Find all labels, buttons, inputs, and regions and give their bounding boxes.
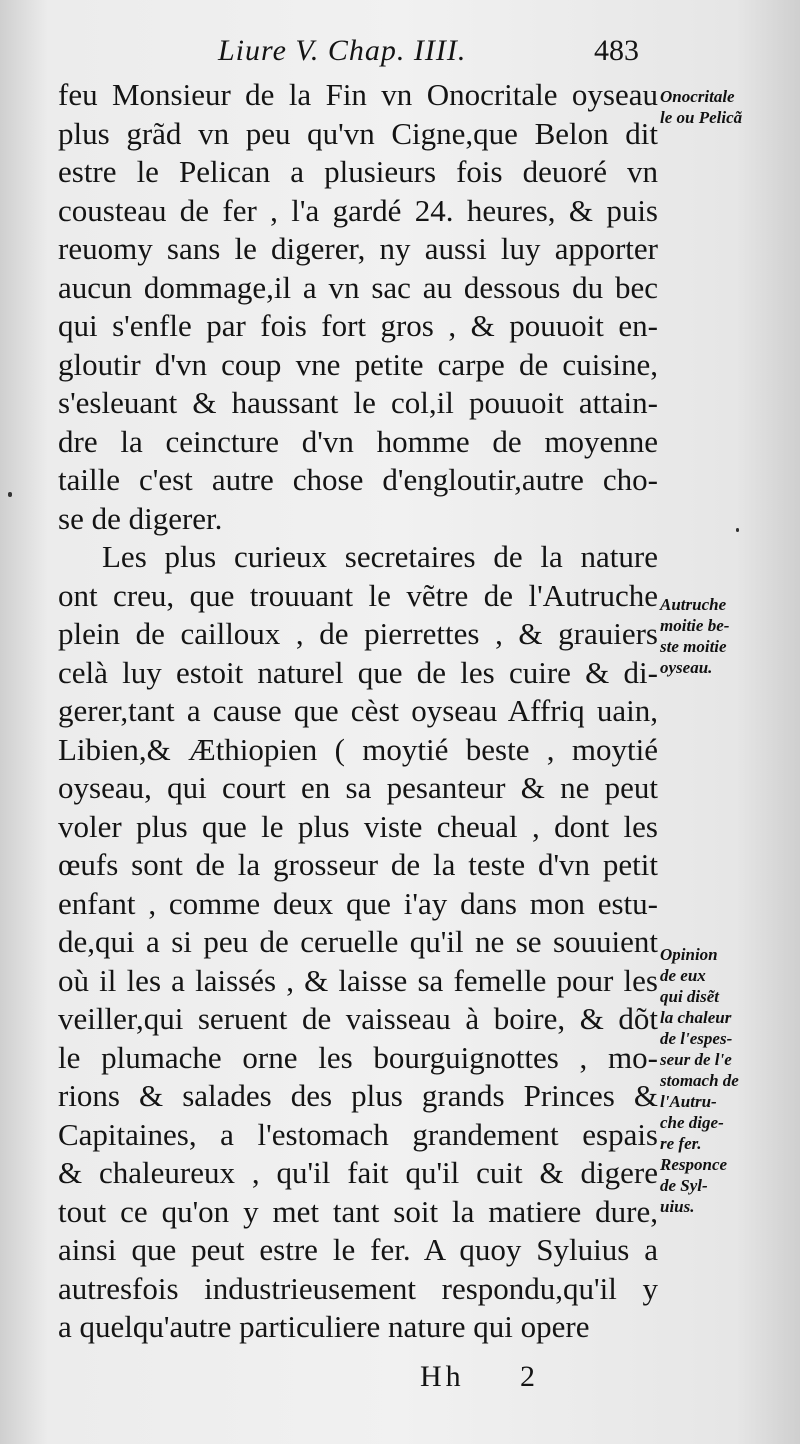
text-line: aucun dommage,il a vn sac au dessous du bec <box>58 269 658 305</box>
text-line: taille c'est autre chose d'engloutir,autre cho- <box>58 462 658 497</box>
margin-note-line: seur de l'e <box>660 1050 732 1069</box>
margin-note-onocritale <box>660 86 798 128</box>
text-line: voler plus que le plus viste cheual , dont les <box>58 808 658 844</box>
margin-note-opinion <box>660 944 798 1217</box>
text-line: œufs sont de la grosseur de la teste d'vn petit <box>58 847 658 882</box>
text-line: s'esleuant & haussant le col,il pouuoit attain- <box>58 385 658 420</box>
margin-note-line: l'Autru- <box>660 1092 717 1111</box>
text-line: tout ce qu'on y met tant soit la matiere dure, <box>58 1193 658 1229</box>
margin-note-line: uius. <box>660 1197 695 1216</box>
margin-note-line: qui disẽt <box>660 987 720 1006</box>
text-line: gerer,tant a cause que cèst oyseau Affriq uain, <box>58 693 658 728</box>
text-line: celà luy estoit naturel que de les cuire & di- <box>58 654 658 690</box>
page-number: 483 <box>594 34 639 67</box>
margin-note-autruche <box>660 594 798 678</box>
text-line: où il les a laissés , & laisse sa femelle pour les <box>58 962 658 998</box>
page-footer <box>0 1360 800 1400</box>
margin-note-line: Responce <box>660 1155 728 1174</box>
text-line: enfant , comme deux que i'ay dans mon estu- <box>58 885 658 921</box>
signature-number: 2 <box>520 1360 535 1393</box>
margin-note-line: de l'espes- <box>660 1029 733 1048</box>
margin-note-line: ste moitie <box>660 637 727 656</box>
text-line: estre le Pelican a plusieurs fois deuoré vn <box>58 154 658 189</box>
margin-note-line: che dige- <box>660 1113 724 1132</box>
signature-mark: Hh <box>420 1360 465 1393</box>
text-line: oyseau, qui court en sa pesanteur & ne peut <box>58 770 658 805</box>
text-line: veiller,qui seruent de vaisseau à boire, & dõt <box>58 1001 658 1036</box>
margin-note-line: le ou Pelicã <box>660 108 743 127</box>
text-line: autresfois industrieusement respondu,qu'il y <box>58 1270 658 1306</box>
margin-note-line: Opinion <box>660 945 718 964</box>
text-line: ainsi que peut estre le fer. A quoy Syluius a <box>58 1232 658 1267</box>
text-line: feu Monsieur de la Fin vn Onocritale oyseau <box>58 77 658 112</box>
margin-note-line: moitie be- <box>660 616 730 635</box>
margin-note-line: stomach de <box>660 1071 739 1090</box>
text-line: rions & salades des plus grands Princes & <box>58 1078 658 1113</box>
margin-note-line: la chaleur <box>660 1008 732 1027</box>
text-line: ont creu, que trouuant le vẽtre de l'Autruche <box>58 577 658 613</box>
running-title: Liure V. Chap. IIII. <box>218 34 467 67</box>
margin-note-line: Autruche <box>660 595 727 614</box>
text-line: Libien,& Æthiopien ( moytié beste , moytié <box>58 731 658 767</box>
margin-note-line: oyseau. <box>660 658 713 677</box>
ink-speck <box>736 528 739 532</box>
text-line: reuomy sans le digerer, ny aussi luy apporter <box>58 231 658 266</box>
ink-speck <box>8 492 12 497</box>
text-line: se de digerer. <box>58 500 223 536</box>
main-text-block <box>58 76 658 1347</box>
text-line: gloutir d'vn coup vne petite carpe de cuisine, <box>58 346 658 382</box>
margin-note-line: de eux <box>660 966 706 985</box>
paragraph-first-line: Les plus curieux secretaires de la nature <box>102 539 658 574</box>
text-line: qui s'enfle par fois fort gros , & pouuoit en- <box>58 308 658 343</box>
text-line: a quelqu'autre particuliere nature qui opere <box>58 1309 590 1344</box>
page-header <box>0 30 800 70</box>
text-line: dre la ceincture d'vn homme de moyenne <box>58 423 658 459</box>
margin-note-line: Onocritale <box>660 87 735 106</box>
text-line: plus grãd vn peu qu'vn Cigne,que Belon dit <box>58 115 658 151</box>
margin-note-line: re fer. <box>660 1134 702 1153</box>
text-line: plein de cailloux , de pierrettes , & grauiers <box>58 616 658 651</box>
text-line: le plumache orne les bourguignottes , mo- <box>58 1039 658 1075</box>
text-line: Capitaines, a l'estomach grandement espais <box>58 1116 658 1152</box>
text-line: de,qui a si peu de ceruelle qu'il ne se souuient <box>58 924 658 959</box>
text-line: & chaleureux , qu'il fait qu'il cuit & digere <box>58 1155 658 1190</box>
text-line: cousteau de fer , l'a gardé 24. heures, & puis <box>58 192 658 228</box>
margin-note-line: de Syl- <box>660 1176 708 1195</box>
